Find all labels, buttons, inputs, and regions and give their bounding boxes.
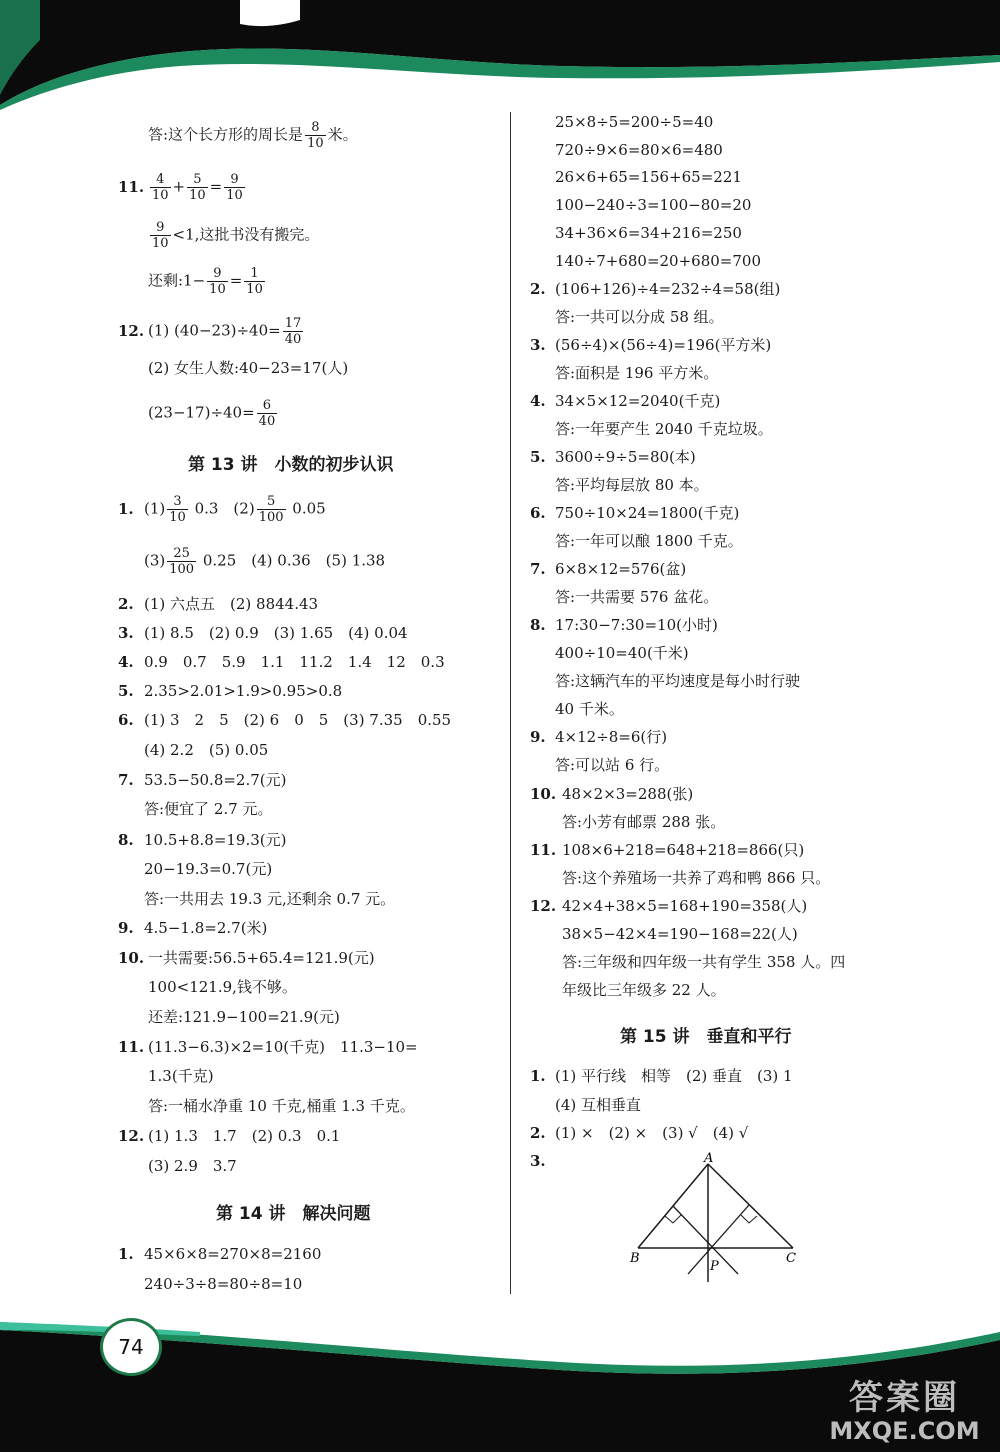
perpendicular-triangle-figure [628,1150,808,1290]
s13-question-8: 8. 10.5+8.8=19.3(元) [118,831,287,849]
question-11-line-3: 还剩:1− $\frac{9}{10}$ = $\frac{1}{10}$ [148,266,263,297]
s13-question-12: 12. (1) 1.3 1.7 (2) 0.3 0.1 [118,1127,341,1145]
r-question-9-answer: 答:可以站 6 行。 [555,756,670,774]
r-question-12-answer-2: 年级比三年级多 22 人。 [562,981,726,999]
r-question-12-answer: 答:三年级和四年级一共有学生 358 人。四 [562,953,846,971]
right-line: 26×6+65=156+65=221 [555,168,742,186]
r-question-4-answer: 答:一年要产生 2040 千克垃圾。 [555,420,773,438]
watermark-line-1: 答案圈 [849,1378,960,1418]
section-15-title: 第 15 讲 垂直和平行 [620,1027,792,1047]
s13-question-6-line-2: (4) 2.2 (5) 0.05 [144,741,269,759]
r-question-4: 4. 34×5×12=2040(千克) [530,392,721,410]
s13-question-7: 7. 53.5−50.8=2.7(元) [118,771,287,789]
r-question-7: 7. 6×8×12=576(盆) [530,560,687,578]
s13-question-10-line-2: 100<121.9,钱不够。 [148,978,297,996]
r-question-12-line-2: 38×5−42×4=190−168=22(人) [562,925,798,943]
r-question-10: 10. 48×2×3=288(张) [530,785,694,803]
r-question-6: 6. 750÷10×24=1800(千克) [530,504,740,522]
s13-question-11-line-2: 1.3(千克) [148,1067,214,1085]
s15-question-1-line-2: (4) 互相垂直 [555,1096,642,1114]
s13-question-10-line-3: 还差:121.9−100=21.9(元) [148,1008,340,1026]
r-question-6-answer: 答:一年可以酿 1800 千克。 [555,532,743,550]
right-line: 34+36×6=34+216=250 [555,224,742,242]
watermark-logo [812,1378,997,1448]
right-line: 140÷7+680=20+680=700 [555,252,761,270]
s13-question-1: 1. (1) $\frac{3}{10}$ 0.3 (2) $\frac{5}{100}$ 0.05 [118,494,326,525]
s13-question-11-answer: 答:一桶水净重 10 千克,桶重 1.3 千克。 [148,1097,415,1115]
r-question-3-answer: 答:面积是 196 平方米。 [555,364,719,382]
figure-label-a: A [704,1151,714,1166]
s14-question-1-line-2: 240÷3÷8=80÷8=10 [144,1275,303,1293]
s15-question-3: 3. [530,1152,546,1170]
r-question-8-line-2: 400÷10=40(千米) [555,644,689,662]
s13-question-12-line-2: (3) 2.9 3.7 [148,1157,237,1175]
s13-question-11: 11. (11.3−6.3)×2=10(千克) 11.3−10= [118,1038,418,1056]
s13-question-5: 5. 2.35>2.01>1.9>0.95>0.8 [118,682,343,700]
r-question-5: 5. 3600÷9÷5=80(本) [530,448,696,466]
s13-question-3: 3. (1) 8.5 (2) 0.9 (3) 1.65 (4) 0.04 [118,624,408,642]
right-line: 100−240÷3=100−80=20 [555,196,752,214]
s15-question-1: 1. (1) 平行线 相等 (2) 垂直 (3) 1 [530,1067,793,1085]
s13-question-7-answer: 答:便宜了 2.7 元。 [144,800,273,818]
r-question-7-answer: 答:一共需要 576 盆花。 [555,588,719,606]
right-line: 25×8÷5=200÷5=40 [555,113,714,131]
figure-label-b: B [630,1251,640,1266]
page-number-badge: 74 [100,1318,162,1376]
question-11-line-2: $\frac{9}{10}$ <1,这批书没有搬完。 [152,220,320,251]
s13-question-4: 4. 0.9 0.7 5.9 1.1 11.2 1.4 12 0.3 [118,653,445,671]
s15-question-2: 2. (1) × (2) × (3) √ (4) √ [530,1124,749,1142]
watermark-line-2: MXQE.COM [829,1417,980,1445]
r-question-11: 11. 108×6+218=648+218=866(只) [530,841,805,859]
s13-question-9: 9. 4.5−1.8=2.7(米) [118,919,268,937]
s13-question-10: 10. 一共需要:56.5+65.4=121.9(元) [118,949,375,967]
s14-question-1: 1. 45×6×8=270×8=2160 [118,1245,322,1263]
s13-question-8-answer: 答:一共用去 19.3 元,还剩余 0.7 元。 [144,890,396,908]
r-question-3: 3. (56÷4)×(56÷4)=196(平方米) [530,336,772,354]
question-12: 12. (1) (40−23)÷40= $\frac{17}{40}$ [118,316,302,347]
r-question-12: 12. 42×4+38×5=168+190=358(人) [530,897,808,915]
right-line: 720÷9×6=80×6=480 [555,141,723,159]
answer-line: 答:这个长方形的周长是 $\frac{8}{10}$ 米。 [148,120,358,151]
r-question-10-answer: 答:小芳有邮票 288 张。 [562,813,726,831]
r-question-8-answer-2: 40 千米。 [555,700,624,718]
r-question-5-answer: 答:平均每层放 80 本。 [555,476,709,494]
column-divider [510,112,511,1294]
figure-label-c: C [786,1251,796,1266]
question-11: 11. $\frac{4}{10}$ + $\frac{5}{10}$ = $\frac{9}{10}$ [118,172,243,203]
s13-question-1-line-2: (3) $\frac{25}{100}$ 0.25 (4) 0.36 (5) 1.38 [144,546,386,577]
r-question-2-answer: 答:一共可以分成 58 组。 [555,308,724,326]
top-decorative-band [0,0,1000,110]
r-question-9: 9. 4×12÷8=6(行) [530,728,668,746]
section-14-title: 第 14 讲 解决问题 [216,1204,371,1224]
s13-question-2: 2. (1) 六点五 (2) 8844.43 [118,595,319,613]
r-question-11-answer: 答:这个养殖场一共养了鸡和鸭 866 只。 [562,869,831,887]
r-question-2: 2. (106+126)÷4=232÷4=58(组) [530,280,781,298]
figure-label-p: P [710,1259,719,1274]
section-13-title: 第 13 讲 小数的初步认识 [188,455,394,475]
s13-question-6: 6. (1) 3 2 5 (2) 6 0 5 (3) 7.35 0.55 [118,711,452,729]
s13-question-8-line-2: 20−19.3=0.7(元) [144,860,273,878]
r-question-8-answer: 答:这辆汽车的平均速度是每小时行驶 [555,672,801,690]
r-question-8: 8. 17:30−7:30=10(小时) [530,616,718,634]
question-12-line-3: (23−17)÷40= $\frac{6}{40}$ [148,398,276,429]
question-12-line-2: (2) 女生人数:40−23=17(人) [148,359,349,377]
